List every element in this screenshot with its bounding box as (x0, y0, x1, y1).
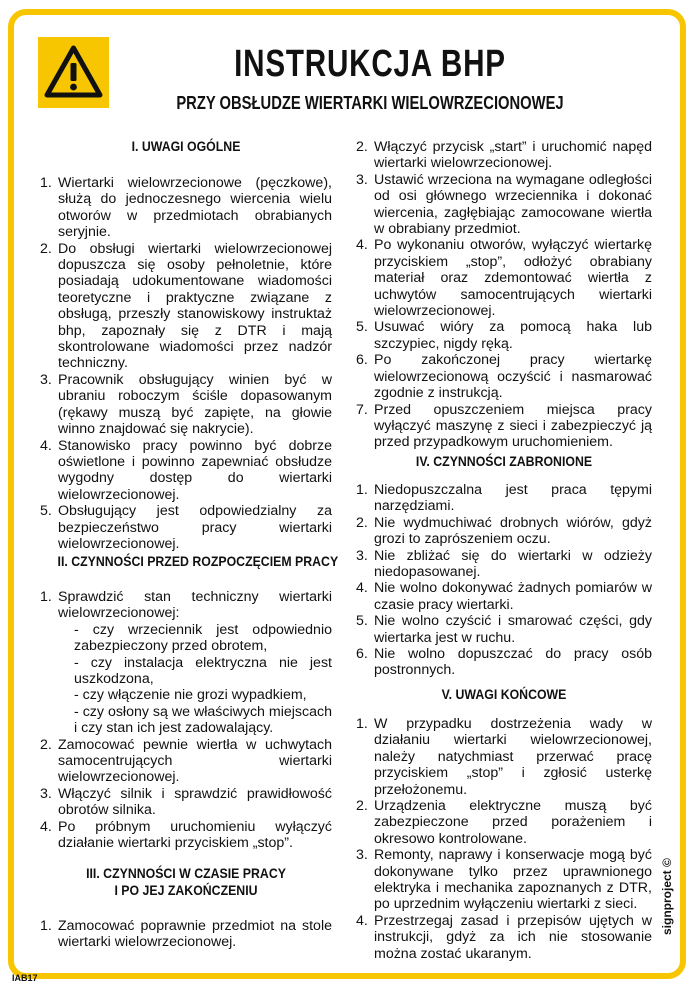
section-heading-before-work: II. CZYNNOŚCI PRZED ROZPOCZĘCIEM PRACY (57, 553, 339, 569)
list-item: 1. Sprawdzić stan techniczny wiertarki wielowrzecionowej: - czy wrzeciennik jest odpowiednio zabezpieczony przed obrotem, - czy instalacja elektryczna nie jest uszkodzona, - czy włączenie nie grozi wypadkiem, - czy osłony są we właściwych miejscach i czy stan ich jest zadowalający. (40, 589, 332, 737)
list-item: 4. Przestrzegaj zasad i przepisów ujętych w instrukcji, gdyż za ich nie stosowanie można zostać ukaranym. (356, 912, 652, 962)
list-item: 2. Do obsługi wiertarki wielowrzecionowej dopuszcza się osoby pełnoletnie, które posiadają udokumentowane wiadomości teoretyczne i praktyczne związane z obsługą, przeszły stanowiskowy instruktaż bhp, zapoznały się z DTR i mają skontrolowane wiadomości przez nadzór techniczny. (40, 240, 332, 372)
section-heading-during-work-line2: I PO JEJ ZAKOŃCZENIU (114, 882, 258, 898)
list-item: 2. Zamocować pewnie wiertła w uchwytach samocentrujących wiertarki wielowrzecionowej. (40, 736, 332, 786)
before-work-list (40, 589, 332, 852)
brand-mark: signproject © (660, 858, 674, 935)
sub-item: - czy osłony są we właściwych miejscach i czy stan ich jest zadowalający. (74, 703, 332, 737)
general-notes-list (40, 175, 332, 552)
list-item: 4. Po próbnym uruchomieniu wyłączyć działanie wiertarki przyciskiem „stop”. (40, 818, 332, 852)
sub-item: - czy włączenie nie grozi wypadkiem, (74, 687, 307, 704)
sub-item: - czy wrzeciennik jest odpowiednio zabezpieczony przed obrotem, (74, 621, 332, 655)
list-item: 5. Usuwać wióry za pomocą haka lub szczypiec, nigdy ręką. (356, 319, 652, 352)
during-work-list-left (40, 918, 332, 951)
sub-list (58, 622, 332, 737)
sub-item: - czy instalacja elektryczna nie jest uszkodzona, (74, 654, 332, 688)
page-title: INSTRUKCJA BHP (234, 43, 506, 85)
forbidden-list (356, 482, 652, 679)
list-item: 1. Wiertarki wielowrzecionowe (pęczkowe), służą do jednoczesnego wiercenia wielu otworów w przedmiotach obrabianych seryjnie. (40, 175, 332, 241)
final-notes-list (356, 716, 652, 962)
list-item: 3. Włączyć silnik i sprawdzić prawidłowość obrotów silnika. (40, 785, 332, 819)
list-item: 2. Włączyć przycisk „start” i uruchomić napęd wiertarki wielowrzecionowej. (356, 139, 652, 172)
list-item: 2. Urządzenia elektryczne muszą być zabezpieczone przed porażeniem i okresowo kontrolowane. (356, 798, 652, 847)
list-item: 7. Przed opuszczeniem miejsca pracy wyłączyć maszynę z sieci i zabezpieczyć ją przed przypadkowym uruchomieniem. (356, 401, 652, 451)
list-item: 6. Nie wolno dopuszczać do pracy osób postronnych. (356, 646, 652, 679)
section-heading-final: V. UWAGI KOŃCOWE (441, 686, 567, 702)
list-item: 4. Stanowisko pracy powinno być dobrze oświetlone i powinno zapewniać obsłudze wygodny dostęp do wiertarki wielowrzecionowej. (40, 437, 332, 503)
during-work-list-right (356, 139, 652, 451)
list-item: 5. Nie wolno czyścić i smarować części, gdy wiertarka jest w ruchu. (356, 613, 652, 646)
list-item: 3. Pracownik obsługujący winien być w ubraniu roboczym ściśle dopasowanym (rękawy muszą być zapięte, na głowie winno znajdować się nakrycie). (40, 371, 332, 438)
list-item: 3. Nie zbliżać się do wiertarki w odzieży niedopasowanej. (356, 547, 652, 581)
section-heading-during-work: III. CZYNNOŚCI W CZASIE PRACY (86, 865, 286, 881)
list-item: 1. Niedopuszczalna jest praca tępymi narzędziami. (356, 482, 652, 515)
list-item: 2. Nie wydmuchiwać drobnych wiórów, gdyż grozi to zaprószeniem oczu. (356, 514, 652, 548)
list-item: 3. Ustawić wrzeciona na wymagane odległości od osi głównego wrzeciennika i dokonać wiercenia, zagłębiając zamocowane wiertła w obrabiany przedmiot. (356, 171, 652, 238)
list-item: 1. Zamocować poprawnie przedmiot na stole wiertarki wielowrzecionowej. (40, 918, 332, 951)
list-item: 1. W przypadku dostrzeżenia wady w działaniu wiertarki wielowrzecionowej, należy natychmiast przerwać pracę przyciskiem „stop” i zgłosić usterkę przełożonemu. (356, 716, 652, 798)
list-item: 5. Obsługujący jest odpowiedzialny za bezpieczeństwo pracy wiertarki wielowrzecionowej. (40, 503, 332, 552)
warning-triangle-icon (38, 37, 109, 108)
page-subtitle: PRZY OBSŁUDZE WIERTARKI WIELOWRZECIONOWEJ (176, 93, 564, 113)
product-code: IAB17 (12, 973, 38, 983)
list-item: 3. Remonty, naprawy i konserwacje mogą być dokonywane tylko przez uprawnionego elektryka i mechanika zapoznanych z DTR, po uprzednim wyłączeniu wiertarki z sieci. (356, 847, 652, 913)
list-item: 6. Po zakończonej pracy wiertarkę wielowrzecionową oczyścić i nasmarować zgodnie z instrukcją. (356, 352, 652, 402)
list-item: 4. Nie wolno dokonywać żadnych pomiarów w czasie pracy wiertarki. (356, 580, 652, 613)
section-heading-forbidden: IV. CZYNNOŚCI ZABRONIONE (415, 453, 593, 469)
list-item: 4. Po wykonaniu otworów, wyłączyć wiertarkę przyciskiem „stop”, odłożyć obrabiany materiał oraz zdemontować wiertła z uchwytów samocentrujących wiertarki wielowrzecionowej. (356, 237, 652, 320)
section-heading-general: I. UWAGI OGÓLNE (131, 138, 241, 154)
